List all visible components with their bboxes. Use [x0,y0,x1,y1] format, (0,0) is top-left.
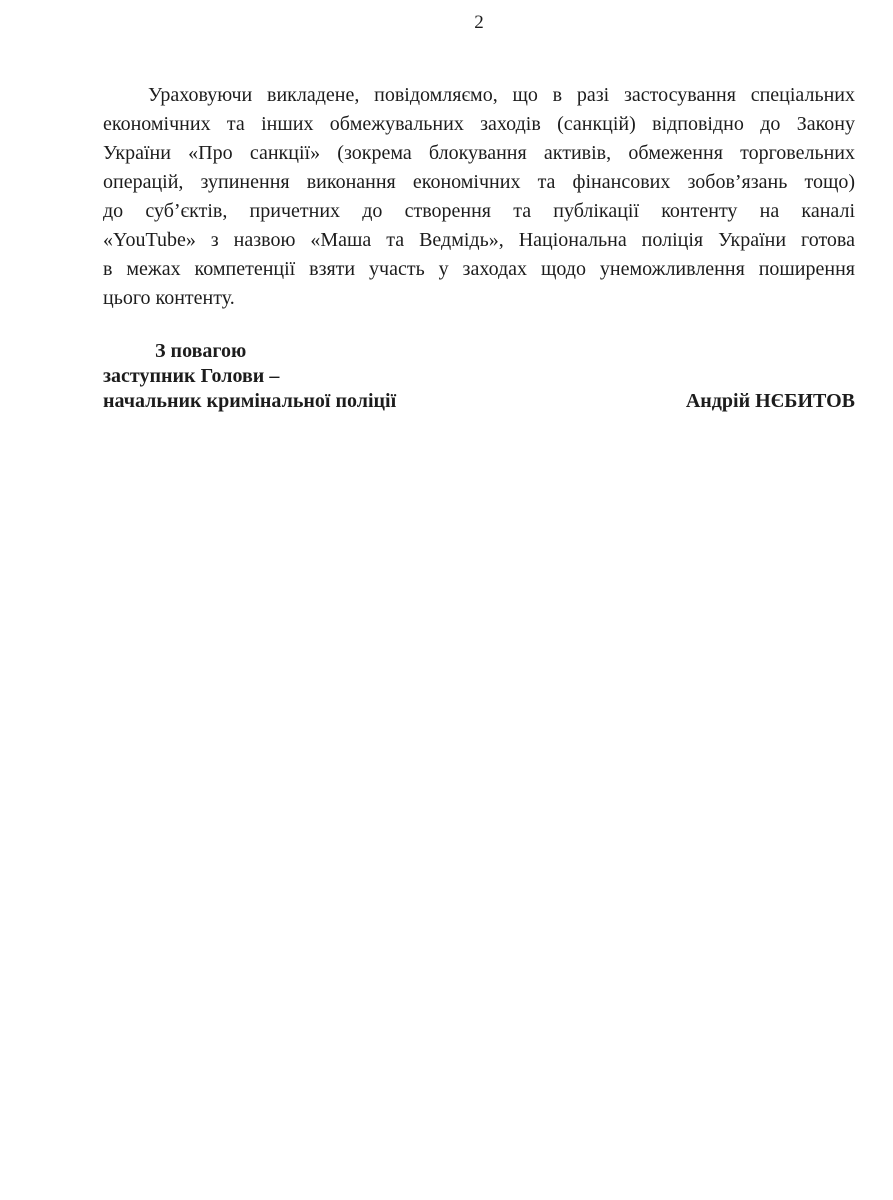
paragraph-line: операцій, зупинення виконання економічних та фінансових зобов’язань тощо) [103,171,855,193]
page-number: 2 [474,12,484,33]
paragraph-line: в межах компетенції взяти участь у заходах щодо унеможливлення поширення [103,258,855,280]
signature-block [103,339,855,414]
signature-row [103,389,855,414]
signature-position-line2: начальник кримінальної поліції [103,390,397,412]
paragraph-line: «YouTube» з назвою «Маша та Ведмідь», Національна поліція України готова [103,229,855,251]
paragraph-line: України «Про санкції» (зокрема блокування активів, обмеження торговельних [103,142,855,164]
paragraph-line: до суб’єктів, причетних до створення та публікації контенту на каналі [103,200,855,222]
signature-name: Андрій НЄБИТОВ [685,390,855,412]
signature-position-line1: заступник Голови – [103,365,280,387]
page-content [103,12,855,414]
paragraph-line: цього контенту. [103,287,235,309]
paragraph-line: економічних та інших обмежувальних заходів (санкцій) відповідно до Закону [103,113,855,135]
paragraph-line: Ураховуючи викладене, повідомляємо, що в разі застосування спеціальних [148,84,855,106]
body-paragraph [103,81,855,313]
signature-salutation: З повагою [155,340,247,362]
